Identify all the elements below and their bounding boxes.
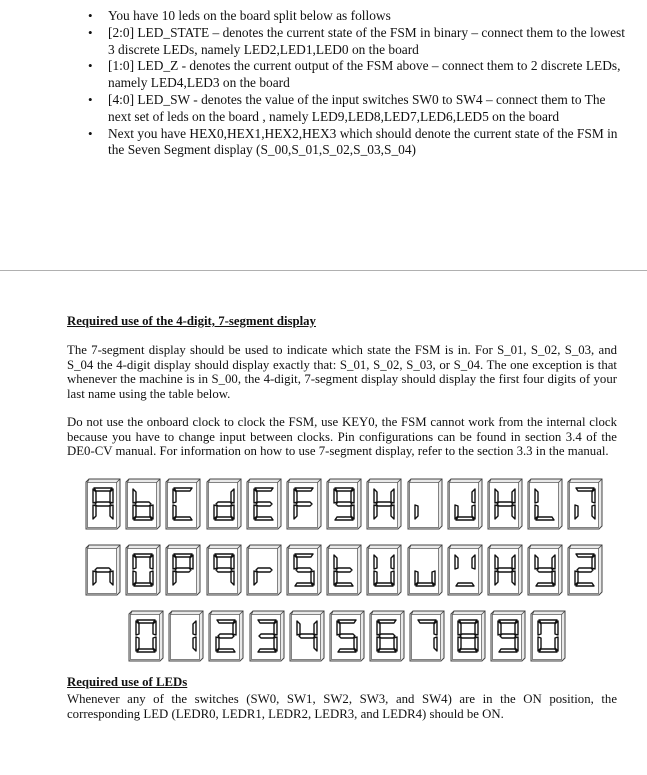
leds-paragraph: Whenever any of the switches (SW0, SW1, SW2, SW3, and SW4) are in the ON position, the corresponding LED (LEDR0, LEDR1, LEDR2, LEDR3, and LEDR4) should be ON. [67, 692, 617, 721]
segment-e [374, 571, 377, 585]
segment-b [391, 489, 394, 503]
segment-f [458, 621, 461, 635]
segment-g [256, 568, 272, 572]
segment-a [499, 620, 517, 623]
segment-f [535, 555, 538, 569]
segment-b [515, 621, 518, 635]
segment-f [173, 555, 176, 569]
seven-segment-digit [168, 610, 204, 662]
segment-d [134, 517, 152, 520]
segment-b [233, 621, 236, 635]
glyph-tile-7 [409, 610, 445, 662]
seven-segment-digit [249, 610, 285, 662]
segment-f [455, 555, 458, 569]
segment-g [379, 634, 395, 638]
segment-e [415, 571, 418, 585]
segment-b [351, 489, 354, 503]
segment-d [375, 583, 393, 586]
segment-e [495, 571, 498, 585]
glyph-tile-1 [168, 610, 204, 662]
seven-segment-paragraph-1: The 7-segment display should be used to indicate which state the FSM is in. For S_01, S_02, S_03, and S_04 the 4-digit display should display exactly that: S_01, S_02, S_03, or S_04. The one exception is that whenever the machine is in S_00, the 4-digit, 7-segment display should display the first four digits of your last name using the table below. [67, 343, 617, 401]
segment-b [592, 555, 595, 569]
segment-e [575, 571, 578, 585]
segment-b [190, 555, 193, 569]
segment-d [258, 649, 276, 652]
segment-e [538, 637, 541, 651]
glyph-tile-U [366, 544, 402, 596]
glyph-tile-v [407, 544, 443, 596]
glyph-tile-I [407, 478, 443, 530]
glyph-tile-6 [369, 610, 405, 662]
glyph-tile-M [567, 478, 603, 530]
segment-a [576, 488, 594, 491]
glyph-tile-9 [490, 610, 526, 662]
seven-segment-digit [246, 478, 282, 530]
segment-a [174, 554, 192, 557]
segment-e [377, 637, 380, 651]
segment-e [294, 505, 297, 519]
seven-segment-digit [450, 610, 486, 662]
glyph-tile-A [85, 478, 121, 530]
segment-b [472, 555, 475, 569]
segment-c [231, 571, 234, 585]
segment-d [338, 649, 356, 652]
segment-a [217, 620, 235, 623]
seven-segment-digit [246, 544, 282, 596]
segment-f [535, 489, 538, 503]
segment-f [374, 489, 377, 503]
segment-g [216, 568, 232, 572]
segment-g [299, 634, 315, 638]
segment-e [455, 505, 458, 519]
glyph-tile-n [85, 544, 121, 596]
seven-segment-digit [369, 610, 405, 662]
bullet-item: • [4:0] LED_SW - denotes the value of the input switches SW0 to SW4 – connect them to The next set of leds on the board , namely LED9,LED8,LED7,LED6,LED5 on the board [87, 92, 627, 126]
segment-e [334, 571, 337, 585]
segment-c [512, 505, 515, 519]
segment-d [335, 517, 353, 520]
segment-b [512, 555, 515, 569]
seven-segment-digit [407, 478, 443, 530]
segment-f [334, 555, 337, 569]
segment-c [434, 637, 437, 651]
seven-segment-digit [286, 478, 322, 530]
segment-f [173, 489, 176, 503]
glyph-tile-K [487, 478, 523, 530]
glyph-tile-C [165, 478, 201, 530]
segment-a [134, 554, 152, 557]
bullet-item: • You have 10 leds on the board split below as follows [87, 8, 627, 25]
segment-g [336, 568, 352, 572]
segment-b [472, 489, 475, 503]
seven-segment-digit [326, 478, 362, 530]
segment-a [418, 620, 436, 623]
segment-a [94, 488, 112, 491]
seven-segment-digit [206, 478, 242, 530]
segment-f [214, 555, 217, 569]
segment-f [294, 489, 297, 503]
segment-g [537, 568, 553, 572]
segment-g [95, 568, 111, 572]
segment-e [136, 637, 139, 651]
segment-f [498, 621, 501, 635]
glyph-tile-2 [208, 610, 244, 662]
segment-g [497, 502, 513, 506]
segment-a [335, 488, 353, 491]
segment-e [415, 505, 418, 519]
segment-d [137, 649, 155, 652]
seven-segment-digit [329, 610, 365, 662]
seven-segment-digit [128, 610, 164, 662]
segment-b [314, 621, 317, 635]
segment-e [458, 637, 461, 651]
segment-a [258, 620, 276, 623]
segment-g [460, 634, 476, 638]
segment-a [295, 554, 313, 557]
segment-e [254, 505, 257, 519]
segment-b [150, 555, 153, 569]
segment-d [456, 583, 474, 586]
segment-g [259, 634, 275, 638]
seven-segment-digit [326, 544, 362, 596]
segment-e [93, 505, 96, 519]
segment-b [110, 489, 113, 503]
segment-f [136, 621, 139, 635]
segment-f [294, 555, 297, 569]
segment-b [592, 489, 595, 503]
segment-f [334, 489, 337, 503]
segment-d [378, 649, 396, 652]
segment-f [538, 621, 541, 635]
segment-f [93, 489, 96, 503]
seven-segment-digit [85, 544, 121, 596]
segment-e [216, 637, 219, 651]
segment-b [274, 621, 277, 635]
segment-e [535, 505, 538, 519]
glyph-tile-W [447, 544, 483, 596]
segment-d [134, 583, 152, 586]
glyph-tile-q [206, 544, 242, 596]
glyph-tile-t [326, 544, 362, 596]
segment-g [175, 568, 191, 572]
requirements-bullet-list [87, 8, 627, 159]
glyph-tile-b [125, 478, 161, 530]
seven-segment-digit [206, 544, 242, 596]
segment-e [173, 505, 176, 519]
segment-e [254, 571, 257, 585]
segment-a [338, 620, 356, 623]
glyph-tile-y [527, 544, 563, 596]
seven-segment-digit [567, 478, 603, 530]
segment-c [110, 571, 113, 585]
page-divider [0, 270, 647, 271]
glyph-tile-P [165, 544, 201, 596]
bullet-item: • [2:0] LED_STATE – denotes the current state of the FSM in binary – connect them to the lowest 3 discrete LEDs, namely LED2,LED1,LED0 on the board [87, 25, 627, 59]
glyph-tile-5 [329, 610, 365, 662]
segment-f [337, 621, 340, 635]
seven-segment-digit [125, 544, 161, 596]
seven-segment-digit [407, 544, 443, 596]
segment-d [536, 517, 554, 520]
segment-c [314, 637, 317, 651]
seven-segment-digit [366, 478, 402, 530]
segment-b [475, 621, 478, 635]
segment-c [193, 637, 196, 651]
segment-b [231, 555, 234, 569]
segment-g [577, 568, 593, 572]
seven-segment-digit [527, 544, 563, 596]
seven-segment-digit [487, 478, 523, 530]
segment-g [216, 502, 232, 506]
segment-d [456, 517, 474, 520]
segment-f [495, 489, 498, 503]
glyph-tile-O [125, 544, 161, 596]
seven-segment-digit [165, 478, 201, 530]
segment-b [391, 555, 394, 569]
leds-heading: Required use of LEDs [67, 675, 188, 689]
segment-g [296, 502, 312, 506]
glyph-tile-X [487, 544, 523, 596]
glyph-tile-Z [567, 544, 603, 596]
glyph-tile-g [326, 478, 362, 530]
segment-g [256, 502, 272, 506]
segment-d [459, 649, 477, 652]
segment-b [231, 489, 234, 503]
segment-g [500, 634, 516, 638]
segment-d [539, 649, 557, 652]
seven-segment-digit [490, 610, 526, 662]
segment-b [193, 621, 196, 635]
segment-d [217, 649, 235, 652]
segment-b [552, 555, 555, 569]
segment-f [133, 555, 136, 569]
seven-segment-digit [366, 544, 402, 596]
segment-a [576, 554, 594, 557]
segment-c [110, 505, 113, 519]
seven-segment-paragraph-2: Do not use the onboard clock to clock the FSM, use KEY0, the FSM cannot work from the internal clock because you have to change input between clocks. Pin configurations can be found in section 3.4 of the DE0-CV manual. For information on how to use 7-segment display, refer to the section 3.3 in the manual. [67, 415, 617, 458]
segment-e [93, 571, 96, 585]
glyph-tile-4 [289, 610, 325, 662]
bullet-item: • Next you have HEX0,HEX1,HEX2,HEX3 which should denote the current state of the FSM in the Seven Segment display (S_00,S_01,S_02,S_03,S_04) [87, 126, 627, 160]
seven-segment-digit [125, 478, 161, 530]
segment-f [495, 555, 498, 569]
seven-segment-digit [527, 478, 563, 530]
segment-a [255, 488, 273, 491]
seven-segment-digit [165, 544, 201, 596]
glyph-tile-d [206, 478, 242, 530]
glyph-tile-F [286, 478, 322, 530]
segment-e [133, 571, 136, 585]
segment-g [296, 568, 312, 572]
segment-c [512, 571, 515, 585]
segment-a [459, 620, 477, 623]
segment-a [174, 488, 192, 491]
segment-d [174, 517, 192, 520]
segment-a [215, 554, 233, 557]
bullet-item: • [1:0] LED_Z - denotes the current output of the FSM above – connect them to 2 discrete LEDs, namely LED4,LED3 on the board [87, 58, 627, 92]
segment-b [153, 621, 156, 635]
segment-g [95, 502, 111, 506]
glyph-tile-3 [249, 610, 285, 662]
segment-g [135, 502, 151, 506]
segment-e [374, 505, 377, 519]
segment-d [499, 649, 517, 652]
segment-d [255, 517, 273, 520]
seven-segment-digit [289, 610, 325, 662]
segment-e [495, 505, 498, 519]
segment-f [133, 489, 136, 503]
seven-segment-digit [85, 478, 121, 530]
seven-segment-heading: Required use of the 4-digit, 7-segment display [67, 314, 316, 328]
segment-a [378, 620, 396, 623]
seven-segment-glyph-table [85, 478, 597, 662]
glyph-tile-H [366, 478, 402, 530]
glyph-tile-S [286, 544, 322, 596]
seven-segment-digit [447, 544, 483, 596]
seven-segment-digit [567, 544, 603, 596]
segment-g [336, 502, 352, 506]
segment-d [335, 583, 353, 586]
segment-c [391, 505, 394, 519]
glyph-tile-r [246, 544, 282, 596]
segment-f [297, 621, 300, 635]
seven-segment-digit [487, 544, 523, 596]
segment-d [416, 583, 434, 586]
segment-b [555, 621, 558, 635]
glyph-tile-J [447, 478, 483, 530]
glyph-tile-E [246, 478, 282, 530]
glyph-tile-0 [128, 610, 164, 662]
seven-segment-digit [530, 610, 566, 662]
seven-segment-digit [286, 544, 322, 596]
segment-d [295, 583, 313, 586]
segment-g [376, 502, 392, 506]
segment-a [137, 620, 155, 623]
glyph-tile-0 [530, 610, 566, 662]
glyph-tile-L [527, 478, 563, 530]
segment-b [512, 489, 515, 503]
segment-g [339, 634, 355, 638]
segment-f [377, 621, 380, 635]
segment-d [215, 517, 233, 520]
seven-segment-digit [208, 610, 244, 662]
seven-segment-digit [447, 478, 483, 530]
segment-e [133, 505, 136, 519]
segment-c [592, 505, 595, 519]
glyph-tile-8 [450, 610, 486, 662]
segment-g [497, 568, 513, 572]
segment-d [576, 583, 594, 586]
seven-segment-digit [409, 610, 445, 662]
segment-g [218, 634, 234, 638]
segment-f [374, 555, 377, 569]
segment-a [295, 488, 313, 491]
segment-d [536, 583, 554, 586]
segment-e [575, 505, 578, 519]
segment-a [539, 620, 557, 623]
segment-e [173, 571, 176, 585]
segment-b [434, 621, 437, 635]
segment-f [254, 489, 257, 503]
segment-e [214, 505, 217, 519]
